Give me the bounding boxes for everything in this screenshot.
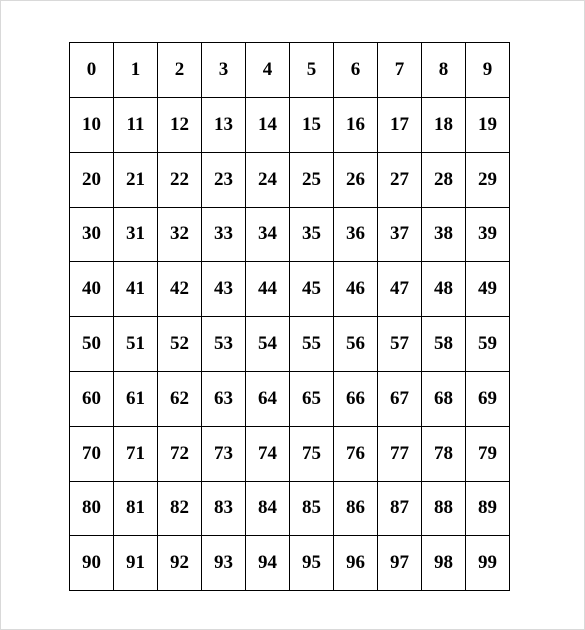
grid-row bbox=[70, 536, 510, 591]
number-cell: 25 bbox=[290, 152, 334, 207]
number-cell: 63 bbox=[202, 371, 246, 426]
number-cell: 97 bbox=[378, 536, 422, 591]
number-cell: 2 bbox=[158, 43, 202, 98]
number-cell: 88 bbox=[422, 481, 466, 536]
number-cell: 77 bbox=[378, 426, 422, 481]
number-cell: 62 bbox=[158, 371, 202, 426]
number-cell: 68 bbox=[422, 371, 466, 426]
number-cell: 64 bbox=[246, 371, 290, 426]
number-cell: 98 bbox=[422, 536, 466, 591]
grid-row bbox=[70, 98, 510, 153]
number-cell: 56 bbox=[334, 317, 378, 372]
number-cell: 52 bbox=[158, 317, 202, 372]
number-cell: 79 bbox=[466, 426, 510, 481]
number-cell: 54 bbox=[246, 317, 290, 372]
number-cell: 80 bbox=[70, 481, 114, 536]
number-cell: 11 bbox=[114, 98, 158, 153]
number-cell: 49 bbox=[466, 262, 510, 317]
number-cell: 72 bbox=[158, 426, 202, 481]
number-cell: 84 bbox=[246, 481, 290, 536]
number-cell: 15 bbox=[290, 98, 334, 153]
number-cell: 48 bbox=[422, 262, 466, 317]
number-cell: 24 bbox=[246, 152, 290, 207]
number-cell: 39 bbox=[466, 207, 510, 262]
number-cell: 43 bbox=[202, 262, 246, 317]
number-cell: 50 bbox=[70, 317, 114, 372]
grid-row bbox=[70, 43, 510, 98]
number-cell: 93 bbox=[202, 536, 246, 591]
number-cell: 14 bbox=[246, 98, 290, 153]
number-cell: 76 bbox=[334, 426, 378, 481]
hundred-chart bbox=[69, 42, 510, 591]
number-cell: 59 bbox=[466, 317, 510, 372]
number-cell: 16 bbox=[334, 98, 378, 153]
number-cell: 29 bbox=[466, 152, 510, 207]
number-cell: 33 bbox=[202, 207, 246, 262]
grid-row bbox=[70, 481, 510, 536]
number-cell: 34 bbox=[246, 207, 290, 262]
number-cell: 10 bbox=[70, 98, 114, 153]
number-cell: 71 bbox=[114, 426, 158, 481]
number-cell: 58 bbox=[422, 317, 466, 372]
number-cell: 82 bbox=[158, 481, 202, 536]
number-cell: 19 bbox=[466, 98, 510, 153]
number-cell: 1 bbox=[114, 43, 158, 98]
number-cell: 81 bbox=[114, 481, 158, 536]
number-cell: 38 bbox=[422, 207, 466, 262]
number-cell: 22 bbox=[158, 152, 202, 207]
number-cell: 5 bbox=[290, 43, 334, 98]
number-cell: 27 bbox=[378, 152, 422, 207]
number-cell: 90 bbox=[70, 536, 114, 591]
number-cell: 4 bbox=[246, 43, 290, 98]
number-cell: 60 bbox=[70, 371, 114, 426]
number-cell: 85 bbox=[290, 481, 334, 536]
number-cell: 3 bbox=[202, 43, 246, 98]
number-cell: 86 bbox=[334, 481, 378, 536]
number-cell: 95 bbox=[290, 536, 334, 591]
number-cell: 35 bbox=[290, 207, 334, 262]
number-cell: 12 bbox=[158, 98, 202, 153]
number-cell: 57 bbox=[378, 317, 422, 372]
grid-row bbox=[70, 317, 510, 372]
number-cell: 30 bbox=[70, 207, 114, 262]
number-cell: 20 bbox=[70, 152, 114, 207]
hundred-chart-body bbox=[70, 43, 510, 591]
number-cell: 44 bbox=[246, 262, 290, 317]
number-cell: 18 bbox=[422, 98, 466, 153]
number-cell: 55 bbox=[290, 317, 334, 372]
number-cell: 7 bbox=[378, 43, 422, 98]
grid-row bbox=[70, 426, 510, 481]
number-cell: 9 bbox=[466, 43, 510, 98]
number-cell: 75 bbox=[290, 426, 334, 481]
number-cell: 13 bbox=[202, 98, 246, 153]
number-cell: 94 bbox=[246, 536, 290, 591]
number-cell: 70 bbox=[70, 426, 114, 481]
grid-row bbox=[70, 207, 510, 262]
number-cell: 78 bbox=[422, 426, 466, 481]
number-cell: 42 bbox=[158, 262, 202, 317]
number-cell: 96 bbox=[334, 536, 378, 591]
number-cell: 69 bbox=[466, 371, 510, 426]
number-cell: 31 bbox=[114, 207, 158, 262]
number-cell: 17 bbox=[378, 98, 422, 153]
number-cell: 91 bbox=[114, 536, 158, 591]
number-cell: 99 bbox=[466, 536, 510, 591]
number-cell: 65 bbox=[290, 371, 334, 426]
number-cell: 89 bbox=[466, 481, 510, 536]
number-cell: 45 bbox=[290, 262, 334, 317]
number-cell: 73 bbox=[202, 426, 246, 481]
number-cell: 28 bbox=[422, 152, 466, 207]
grid-row bbox=[70, 262, 510, 317]
number-cell: 8 bbox=[422, 43, 466, 98]
number-cell: 32 bbox=[158, 207, 202, 262]
grid-row bbox=[70, 152, 510, 207]
number-cell: 46 bbox=[334, 262, 378, 317]
number-cell: 67 bbox=[378, 371, 422, 426]
grid-row bbox=[70, 371, 510, 426]
number-cell: 26 bbox=[334, 152, 378, 207]
number-cell: 74 bbox=[246, 426, 290, 481]
number-cell: 41 bbox=[114, 262, 158, 317]
number-cell: 6 bbox=[334, 43, 378, 98]
number-cell: 87 bbox=[378, 481, 422, 536]
number-cell: 37 bbox=[378, 207, 422, 262]
number-cell: 40 bbox=[70, 262, 114, 317]
number-cell: 21 bbox=[114, 152, 158, 207]
number-cell: 53 bbox=[202, 317, 246, 372]
number-cell: 0 bbox=[70, 43, 114, 98]
number-cell: 47 bbox=[378, 262, 422, 317]
number-cell: 92 bbox=[158, 536, 202, 591]
number-cell: 23 bbox=[202, 152, 246, 207]
number-cell: 66 bbox=[334, 371, 378, 426]
number-cell: 61 bbox=[114, 371, 158, 426]
number-cell: 51 bbox=[114, 317, 158, 372]
number-cell: 83 bbox=[202, 481, 246, 536]
number-cell: 36 bbox=[334, 207, 378, 262]
